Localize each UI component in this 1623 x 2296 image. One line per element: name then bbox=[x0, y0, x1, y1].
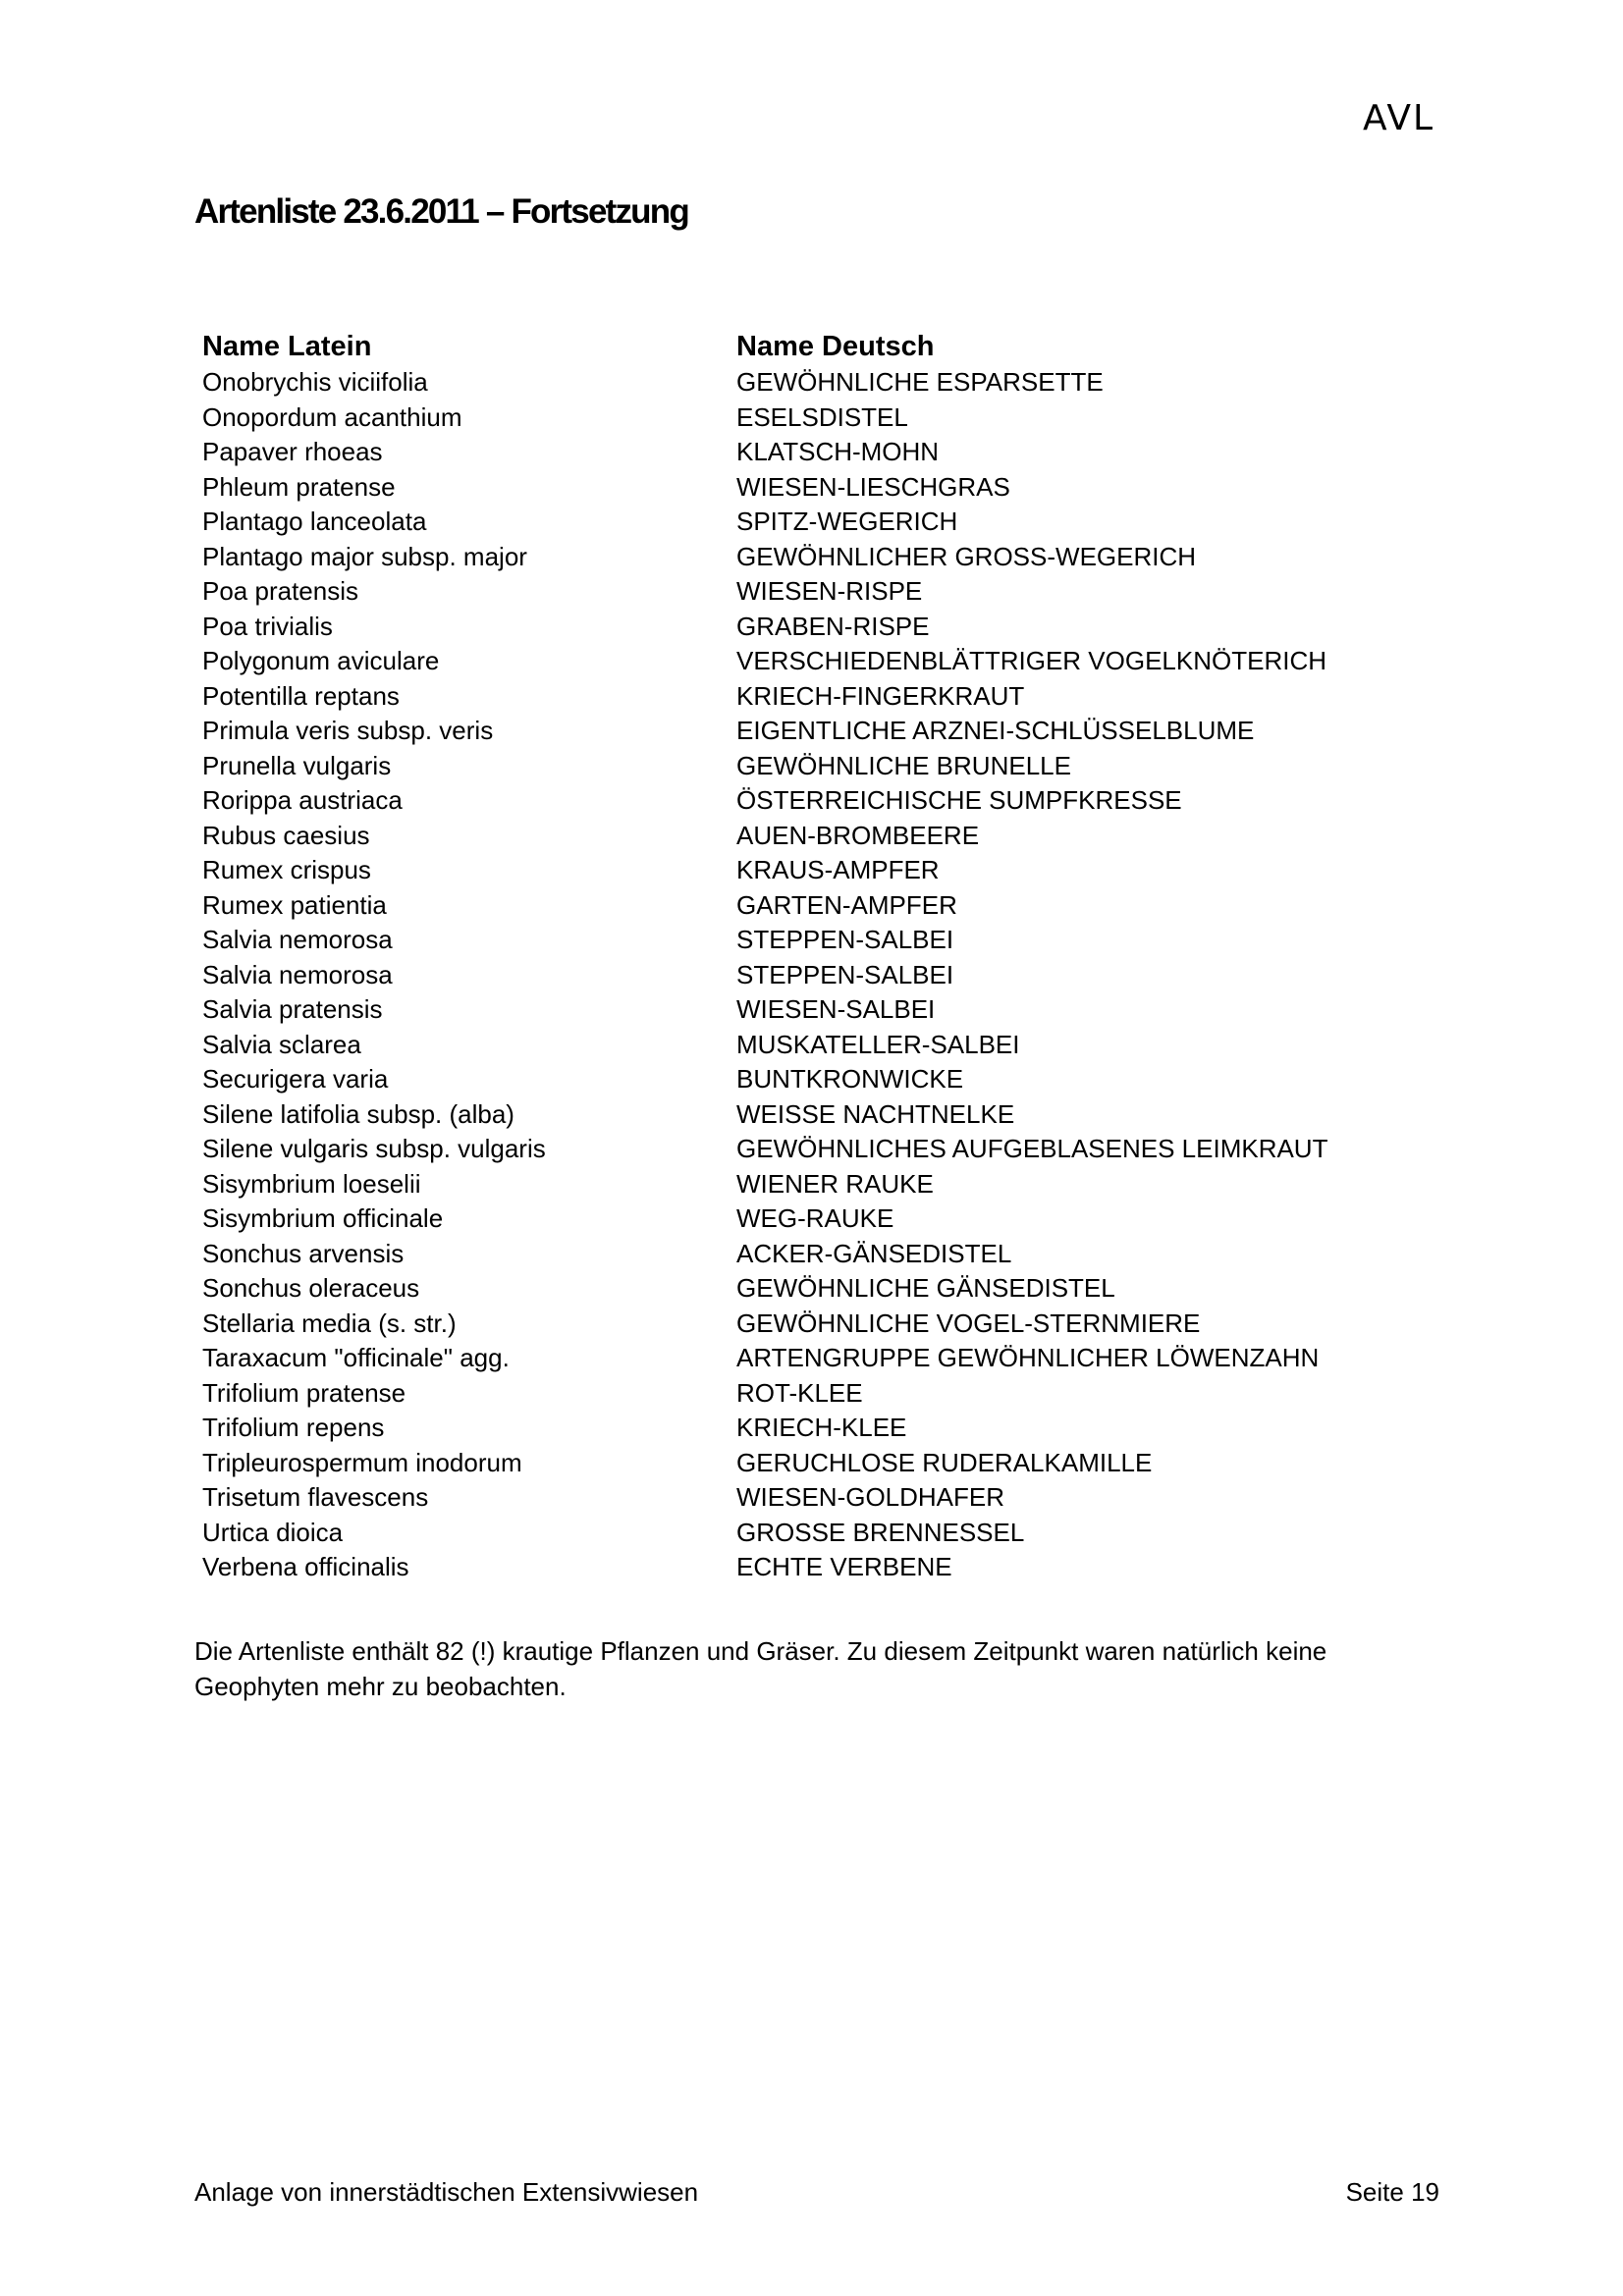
table-row bbox=[202, 1411, 1380, 1446]
latin-name-cell: Primula veris subsp. veris bbox=[202, 716, 494, 746]
german-name-cell: KRIECH-KLEE bbox=[736, 1413, 907, 1443]
table-row bbox=[202, 1480, 1380, 1516]
latin-name-cell: Sisymbrium officinale bbox=[202, 1203, 444, 1234]
latin-name-cell: Urtica dioica bbox=[202, 1517, 344, 1547]
table-row bbox=[202, 853, 1380, 888]
latin-name-cell: Sonchus arvensis bbox=[202, 1238, 405, 1268]
latin-name-cell: Rubus caesius bbox=[202, 820, 370, 850]
german-name-cell: ECHTE VERBENE bbox=[736, 1552, 952, 1582]
german-name-cell: STEPPEN-SALBEI bbox=[736, 959, 954, 989]
latin-name-cell: Securigera varia bbox=[202, 1064, 389, 1095]
latin-name-cell: Sisymbrium loeselii bbox=[202, 1168, 421, 1199]
german-name-cell: KLATSCH-MOHN bbox=[736, 437, 940, 467]
table-row bbox=[202, 540, 1380, 575]
table-row bbox=[202, 1550, 1380, 1585]
german-name-cell: GARTEN-AMPFER bbox=[736, 889, 957, 920]
latin-name-cell: Silene vulgaris subsp. vulgaris bbox=[202, 1134, 546, 1164]
table-row bbox=[202, 679, 1380, 715]
latin-name-cell: Salvia nemorosa bbox=[202, 959, 393, 989]
latin-name-cell: Poa pratensis bbox=[202, 576, 358, 607]
table-row bbox=[202, 470, 1380, 506]
german-name-cell: WIESEN-RISPE bbox=[736, 576, 923, 607]
table-row bbox=[202, 1097, 1380, 1133]
table-row bbox=[202, 1132, 1380, 1167]
german-name-cell: MUSKATELLER-SALBEI bbox=[736, 1029, 1020, 1059]
table-row bbox=[202, 714, 1380, 749]
german-name-cell: VERSCHIEDENBLÄTTRIGER VOGELKNÖTERICH bbox=[736, 646, 1326, 676]
latin-name-cell: Salvia sclarea bbox=[202, 1029, 361, 1059]
latin-name-cell: Rorippa austriaca bbox=[202, 785, 403, 816]
german-name-cell: WEISSE NACHTNELKE bbox=[736, 1098, 1015, 1129]
german-name-cell: GEWÖHNLICHES AUFGEBLASENES LEIMKRAUT bbox=[736, 1134, 1328, 1164]
german-name-cell: STEPPEN-SALBEI bbox=[736, 925, 954, 955]
german-name-cell: GROSSE BRENNESSEL bbox=[736, 1517, 1025, 1547]
german-name-cell: WEG-RAUKE bbox=[736, 1203, 894, 1234]
latin-name-cell: Trifolium repens bbox=[202, 1413, 385, 1443]
table-row bbox=[202, 1028, 1380, 1063]
german-name-cell: GEWÖHNLICHE VOGEL-STERNMIERE bbox=[736, 1308, 1201, 1338]
latin-name-cell: Onobrychis viciifolia bbox=[202, 367, 428, 398]
latin-name-cell: Papaver rhoeas bbox=[202, 437, 383, 467]
table-row bbox=[202, 505, 1380, 540]
footer-page-number: Seite 19 bbox=[1345, 2177, 1439, 2207]
table-row bbox=[202, 783, 1380, 819]
latin-name-cell: Phleum pratense bbox=[202, 471, 396, 502]
latin-name-cell: Plantago lanceolata bbox=[202, 507, 427, 537]
species-table bbox=[202, 328, 1380, 1585]
column-header-latin: Name Latein bbox=[202, 330, 372, 362]
german-name-cell: GRABEN-RISPE bbox=[736, 611, 930, 641]
german-name-cell: SPITZ-WEGERICH bbox=[736, 507, 958, 537]
table-row bbox=[202, 819, 1380, 854]
table-row bbox=[202, 1516, 1380, 1551]
footer-document-title: Anlage von innerstädtischen Extensivwiesen bbox=[194, 2177, 699, 2207]
latin-name-cell: Polygonum aviculare bbox=[202, 646, 440, 676]
table-row bbox=[202, 992, 1380, 1028]
summary-paragraph: Die Artenliste enthält 82 (!) krautige Pflanzen und Gräser. Zu diesem Zeitpunkt waren natürlich keine Geophyten mehr zu beobachten. bbox=[194, 1636, 1327, 1701]
table-row bbox=[202, 1237, 1380, 1272]
german-name-cell: WIESEN-SALBEI bbox=[736, 994, 936, 1025]
german-name-cell: ESELSDISTEL bbox=[736, 401, 908, 432]
german-name-cell: GEWÖHNLICHER GROSS-WEGERICH bbox=[736, 541, 1197, 571]
latin-name-cell: Rumex patientia bbox=[202, 889, 387, 920]
page-title: Artenliste 23.6.2011 – Fortsetzung bbox=[194, 192, 688, 231]
latin-name-cell: Trisetum flavescens bbox=[202, 1482, 429, 1513]
german-name-cell: KRIECH-FINGERKRAUT bbox=[736, 680, 1025, 711]
latin-name-cell: Poa trivialis bbox=[202, 611, 333, 641]
latin-name-cell: Tripleurospermum inodorum bbox=[202, 1447, 522, 1477]
table-row bbox=[202, 958, 1380, 993]
german-name-cell: GEWÖHNLICHE BRUNELLE bbox=[736, 750, 1071, 780]
table-body bbox=[202, 365, 1380, 1585]
latin-name-cell: Trifolium pratense bbox=[202, 1377, 406, 1408]
german-name-cell: ACKER-GÄNSEDISTEL bbox=[736, 1238, 1012, 1268]
avl-logo: AVL bbox=[1363, 98, 1435, 138]
german-name-cell: BUNTKRONWICKE bbox=[736, 1064, 964, 1095]
table-row bbox=[202, 1341, 1380, 1376]
german-name-cell: GEWÖHNLICHE ESPARSETTE bbox=[736, 367, 1104, 398]
table-row bbox=[202, 1446, 1380, 1481]
table-row bbox=[202, 365, 1380, 400]
latin-name-cell: Verbena officinalis bbox=[202, 1552, 409, 1582]
latin-name-cell: Silene latifolia subsp. (alba) bbox=[202, 1098, 514, 1129]
latin-name-cell: Salvia pratensis bbox=[202, 994, 383, 1025]
latin-name-cell: Salvia nemorosa bbox=[202, 925, 393, 955]
latin-name-cell: Plantago major subsp. major bbox=[202, 541, 527, 571]
table-row bbox=[202, 644, 1380, 679]
german-name-cell: WIESEN-LIESCHGRAS bbox=[736, 471, 1010, 502]
table-row bbox=[202, 610, 1380, 645]
table-row bbox=[202, 1201, 1380, 1237]
table-row bbox=[202, 1062, 1380, 1097]
table-row bbox=[202, 1376, 1380, 1412]
german-name-cell: AUEN-BROMBEERE bbox=[736, 820, 980, 850]
table-row bbox=[202, 435, 1380, 470]
german-name-cell: WIESEN-GOLDHAFER bbox=[736, 1482, 1005, 1513]
latin-name-cell: Potentilla reptans bbox=[202, 680, 400, 711]
latin-name-cell: Sonchus oleraceus bbox=[202, 1273, 420, 1304]
latin-name-cell: Taraxacum "officinale" agg. bbox=[202, 1343, 510, 1373]
column-header-german: Name Deutsch bbox=[736, 330, 935, 362]
table-row bbox=[202, 1167, 1380, 1202]
german-name-cell: KRAUS-AMPFER bbox=[736, 855, 940, 885]
latin-name-cell: Prunella vulgaris bbox=[202, 750, 392, 780]
latin-name-cell: Rumex crispus bbox=[202, 855, 371, 885]
table-header-row bbox=[202, 328, 1380, 365]
table-row bbox=[202, 574, 1380, 610]
german-name-cell: GEWÖHNLICHE GÄNSEDISTEL bbox=[736, 1273, 1115, 1304]
table-row bbox=[202, 1271, 1380, 1307]
latin-name-cell: Stellaria media (s. str.) bbox=[202, 1308, 457, 1338]
table-row bbox=[202, 749, 1380, 784]
table-row bbox=[202, 400, 1380, 436]
german-name-cell: EIGENTLICHE ARZNEI-SCHLÜSSELBLUME bbox=[736, 716, 1255, 746]
table-row bbox=[202, 888, 1380, 924]
german-name-cell: WIENER RAUKE bbox=[736, 1168, 934, 1199]
table-row bbox=[202, 1307, 1380, 1342]
latin-name-cell: Onopordum acanthium bbox=[202, 401, 462, 432]
german-name-cell: ARTENGRUPPE GEWÖHNLICHER LÖWENZAHN bbox=[736, 1343, 1320, 1373]
german-name-cell: ÖSTERREICHISCHE SUMPFKRESSE bbox=[736, 785, 1182, 816]
table-row bbox=[202, 923, 1380, 958]
german-name-cell: ROT-KLEE bbox=[736, 1377, 863, 1408]
german-name-cell: GERUCHLOSE RUDERALKAMILLE bbox=[736, 1447, 1153, 1477]
